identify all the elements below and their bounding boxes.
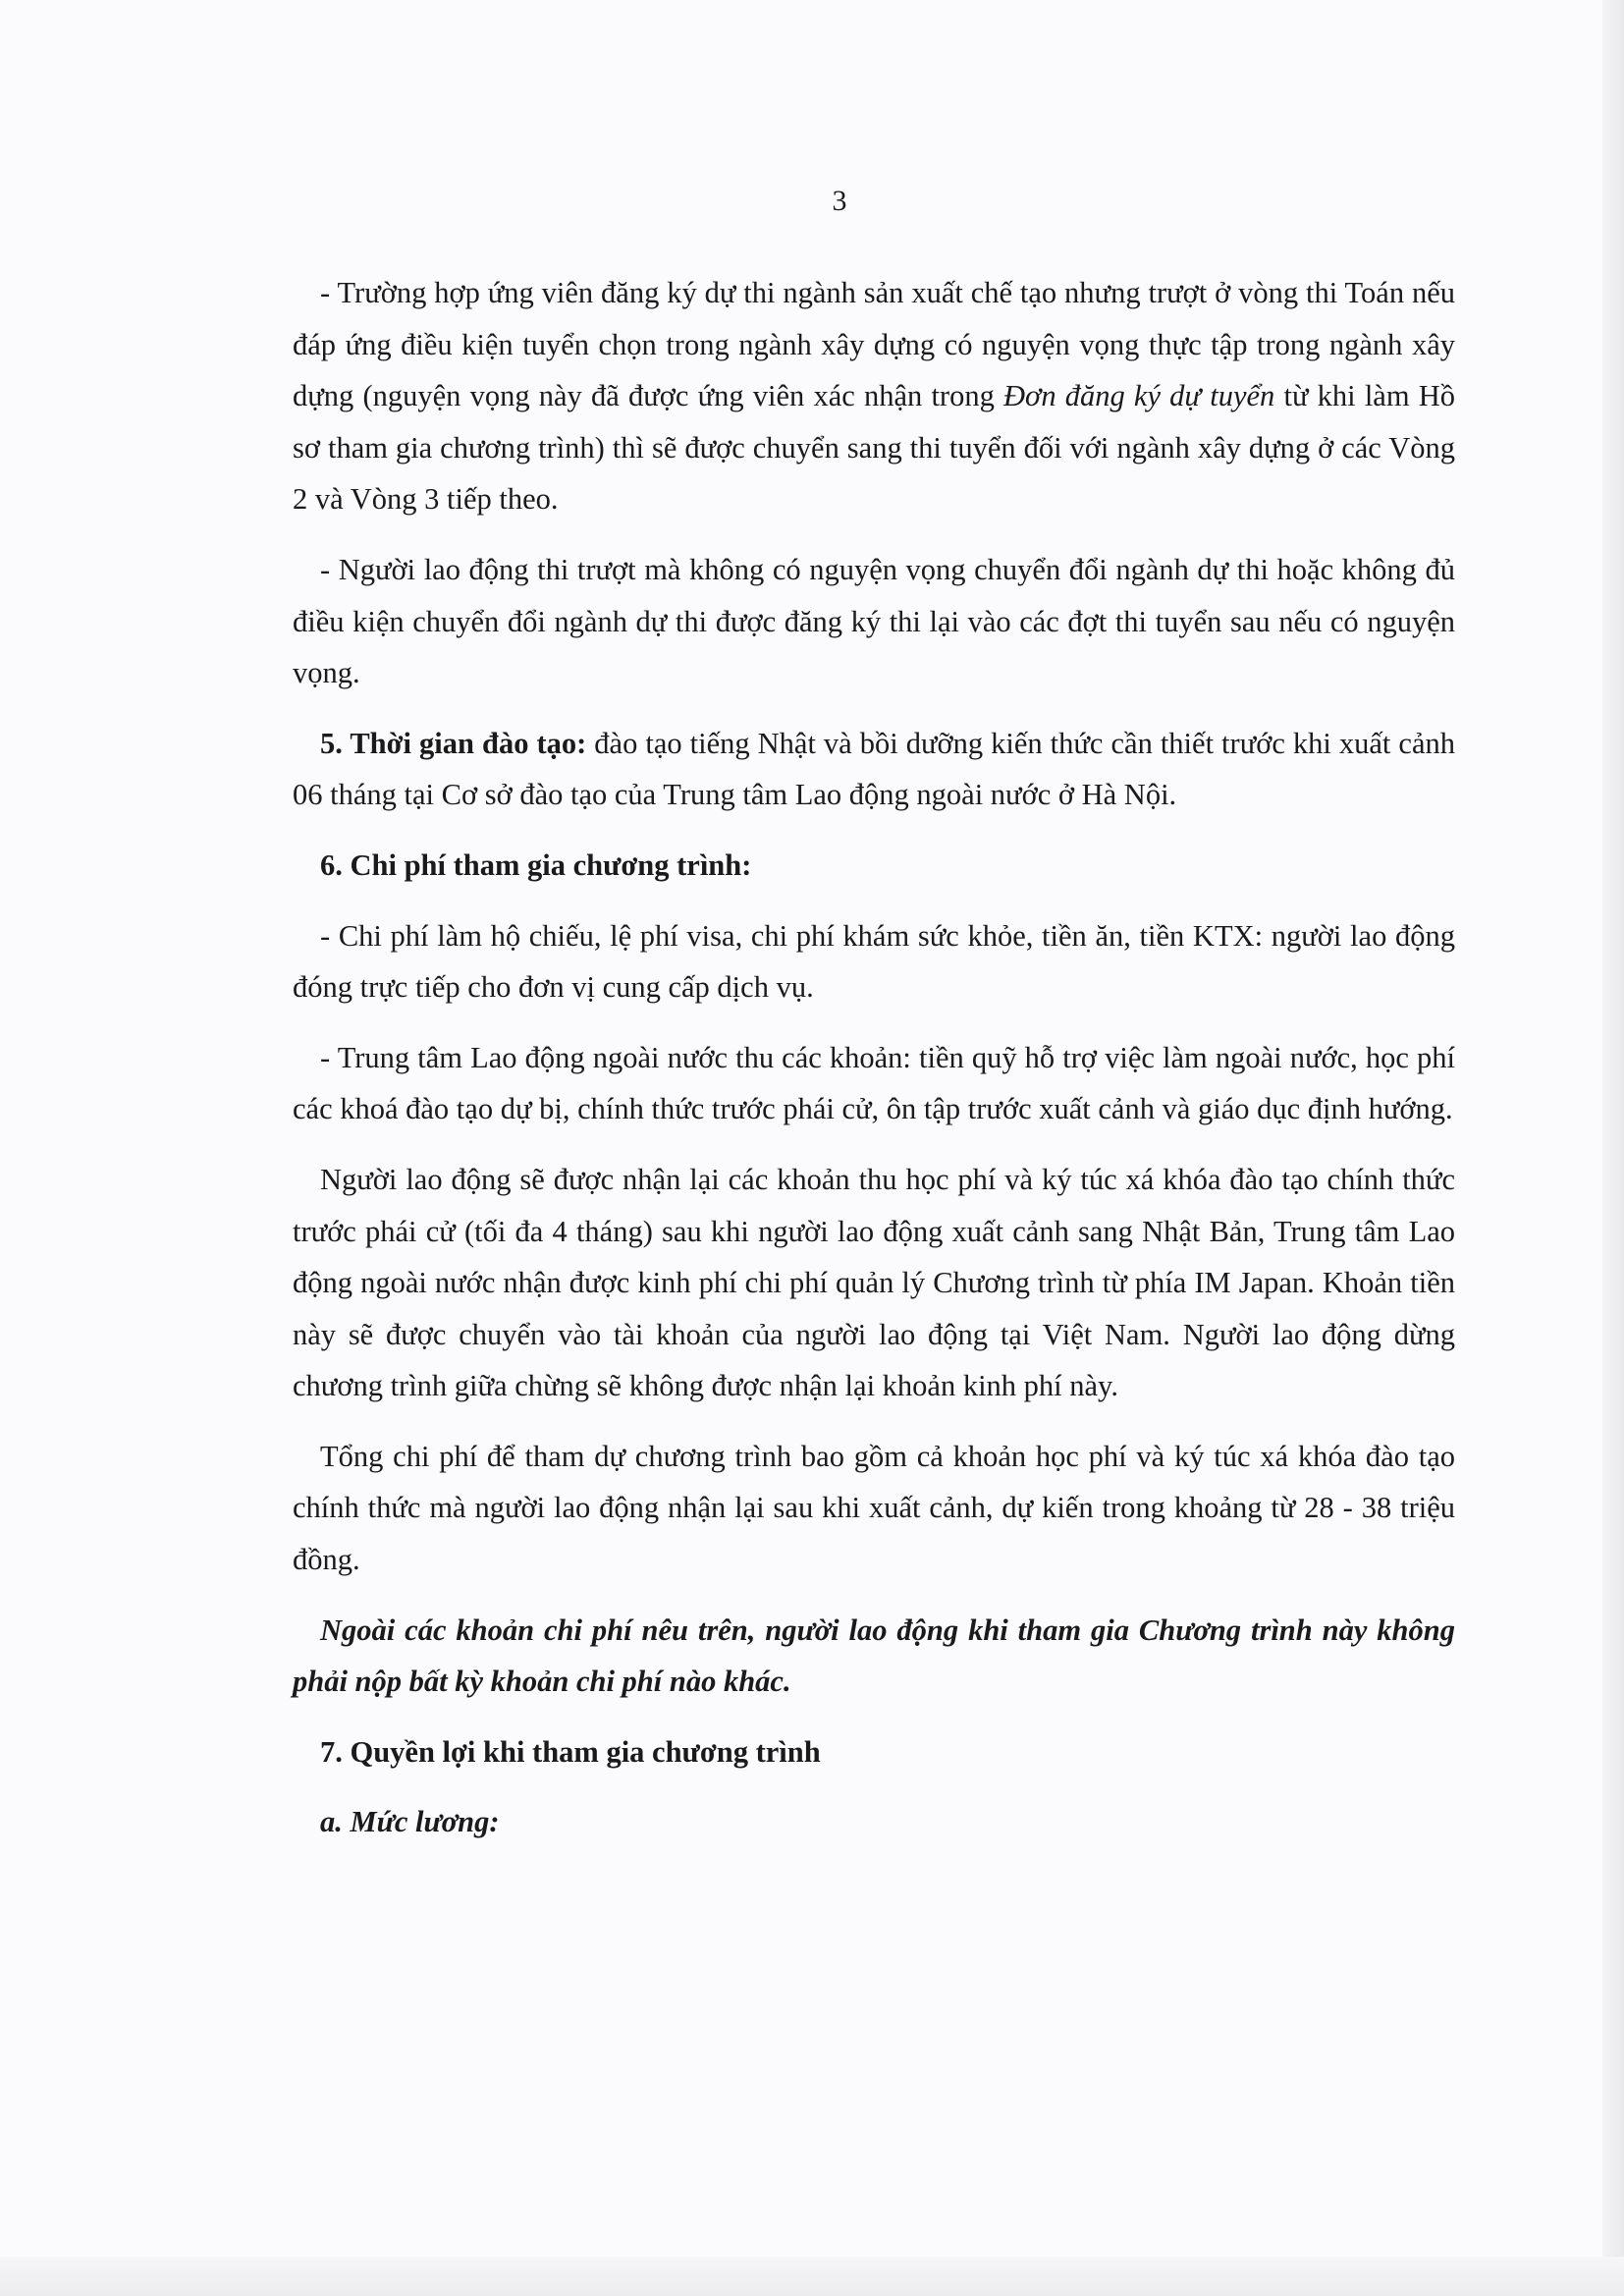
form-title-italic: Đơn đăng ký dự tuyển — [1003, 379, 1275, 413]
section-6-note: Ngoài các khoản chi phí nêu trên, người lao động khi tham gia Chương trình này không phải nộp bất kỳ khoản chi phí nào khác. — [293, 1613, 1455, 1699]
page-number: 3 — [832, 185, 847, 217]
paragraph-retake: - Người lao động thi trượt mà không có nguyện vọng chuyển đổi ngành dự thi hoặc không đủ điều kiện chuyển đổi ngành dự thi được đăng ký thi lại vào các đợt thi tuyển sau nếu có nguyện vọng. — [293, 552, 1455, 690]
section-6-paragraph-2: - Trung tâm Lao động ngoài nước thu các khoản: tiền quỹ hỗ trợ việc làm ngoài nước, học phí các khoá đào tạo dự bị, chính thức trước phái cử, ôn tập trước xuất cảnh và giáo dục định hướng. — [293, 1040, 1455, 1126]
section-7-heading: 7. Quyền lợi khi tham gia chương trình — [320, 1734, 821, 1769]
paragraph-text: - Trường hợp ứng viên đăng ký dự thi ngành sản xuất chế tạo nhưng trượt ở vòng thi Toán nếu đáp ứng điều kiện tuyển chọn trong ngành xây dựng có nguyện vọng thực tập trong ngành xây dựng (nguyện vọng này đã được ứng viên xác nhận trong — [293, 276, 1455, 413]
section-6-paragraph-1: - Chi phí làm hộ chiếu, lệ phí visa, chi phí khám sức khỏe, tiền ăn, tiền KTX: người lao động đóng trực tiếp cho đơn vị cung cấp dịch vụ. — [293, 918, 1455, 1005]
section-6-paragraph-3: Người lao động sẽ được nhận lại các khoản thu học phí và ký túc xá khóa đào tạo chính thức trước phái cử (tối đa 4 tháng) sau khi người lao động xuất cảnh sang Nhật Bản, Trung tâm Lao động ngoài nước nhận được kinh phí chi phí quản lý Chương trình từ phía IM Japan. Khoản tiền này sẽ được chuyển vào tài khoản của người lao động tại Việt Nam. Người lao động dừng chương trình giữa chừng sẽ không được nhận lại khoản kinh phí này. — [293, 1162, 1455, 1403]
section-7-subheading-a: a. Mức lương: — [320, 1805, 500, 1839]
section-5-training-time — [293, 718, 1455, 821]
section-5-heading: 5. Thời gian đào tạo: — [320, 726, 587, 760]
scan-edge-right — [1602, 0, 1624, 2296]
paragraph-exam-transfer — [293, 267, 1455, 525]
paragraph-text: từ khi làm Hồ sơ tham gia chương trình) thì sẽ được chuyển sang thi tuyển đối với ngành xây dựng ở các Vòng 2 và Vòng 3 tiếp theo. — [293, 379, 1456, 517]
document-body — [293, 267, 1455, 1867]
section-6-paragraph-4: Tổng chi phí để tham dự chương trình bao gồm cả khoản học phí và ký túc xá khóa đào tạo chính thức mà người lao động nhận lại sau khi xuất cảnh, dự kiến trong khoảng từ 28 - 38 triệu đồng. — [293, 1439, 1455, 1577]
section-6-heading: 6. Chi phí tham gia chương trình: — [320, 847, 752, 882]
scan-edge-bottom — [0, 2257, 1624, 2296]
section-5-text: đào tạo tiếng Nhật và bồi dưỡng kiến thức cần thiết trước khi xuất cảnh 06 tháng tại Cơ sở đào tạo của Trung tâm Lao động ngoài nước ở Hà Nội. — [293, 726, 1455, 812]
